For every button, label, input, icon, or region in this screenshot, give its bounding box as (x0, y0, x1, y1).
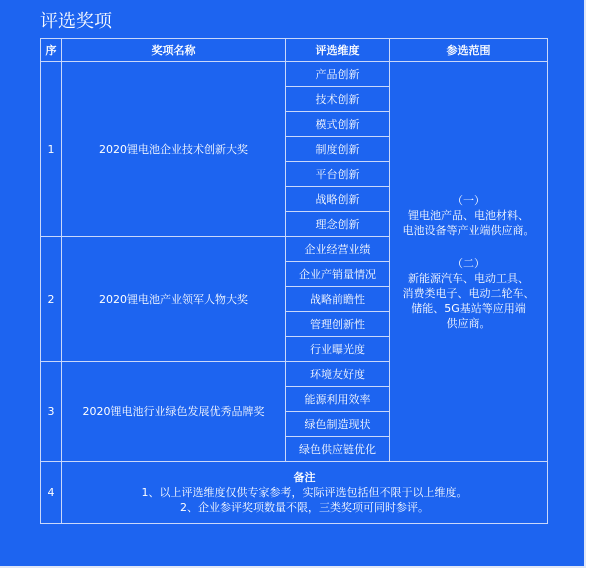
award-name: 2020锂电池产业领军人物大奖 (62, 237, 286, 362)
header-award-name: 奖项名称 (62, 39, 286, 62)
scope-line: 锂电池产品、电池材料、 (408, 208, 529, 222)
dimension-cell: 环境友好度 (286, 362, 390, 387)
table-header-row (41, 39, 548, 62)
note-heading: 备注 (293, 471, 316, 484)
dimension-cell: 企业经营业绩 (286, 237, 390, 262)
note-cell (62, 462, 548, 524)
dimension-cell: 战略创新 (286, 187, 390, 212)
award-no: 3 (41, 362, 62, 462)
awards-table (40, 38, 548, 524)
dimension-cell: 产品创新 (286, 62, 390, 87)
scope-heading: （二） (452, 256, 485, 270)
award-no: 1 (41, 62, 62, 237)
award-name: 2020锂电池企业技术创新大奖 (62, 62, 286, 237)
table-row (41, 62, 548, 87)
dimension-cell: 管理创新性 (286, 312, 390, 337)
note-line: 1、以上评选维度仅供专家参考，实际评选包括但不限于以上维度。 (141, 486, 468, 499)
dimension-cell: 技术创新 (286, 87, 390, 112)
dimension-cell: 能源利用效率 (286, 387, 390, 412)
dimension-cell: 平台创新 (286, 162, 390, 187)
scope-cell (390, 62, 548, 462)
scope-line: 储能、5G基站等应用端 (411, 301, 526, 315)
dimension-cell: 绿色制造现状 (286, 412, 390, 437)
scope-part-2 (390, 256, 547, 331)
scope-line: 新能源汽车、电动工具、 (408, 271, 529, 285)
dimension-cell: 理念创新 (286, 212, 390, 237)
header-no: 序 (41, 39, 62, 62)
scope-line: 供应商。 (446, 316, 491, 330)
dimension-cell: 行业曝光度 (286, 337, 390, 362)
note-line: 2、企业参评奖项数量不限，三类奖项可同时参评。 (180, 501, 429, 514)
header-dimension: 评选维度 (286, 39, 390, 62)
dimension-cell: 战略前瞻性 (286, 287, 390, 312)
dimension-cell: 制度创新 (286, 137, 390, 162)
page-title: 评选奖项 (40, 11, 112, 32)
dimension-cell: 绿色供应链优化 (286, 437, 390, 462)
scope-line: 消费类电子、电动二轮车、 (402, 286, 535, 300)
award-name: 2020锂电池行业绿色发展优秀品牌奖 (62, 362, 286, 462)
note-no: 4 (41, 462, 62, 524)
table-row (41, 462, 548, 524)
dimension-cell: 模式创新 (286, 112, 390, 137)
header-scope: 参选范围 (390, 39, 548, 62)
award-no: 2 (41, 237, 62, 362)
scope-part-1 (390, 193, 547, 238)
dimension-cell: 企业产销量情况 (286, 262, 390, 287)
scope-heading: （一） (452, 193, 485, 207)
scope-line: 电池设备等产业端供应商。 (402, 223, 535, 237)
